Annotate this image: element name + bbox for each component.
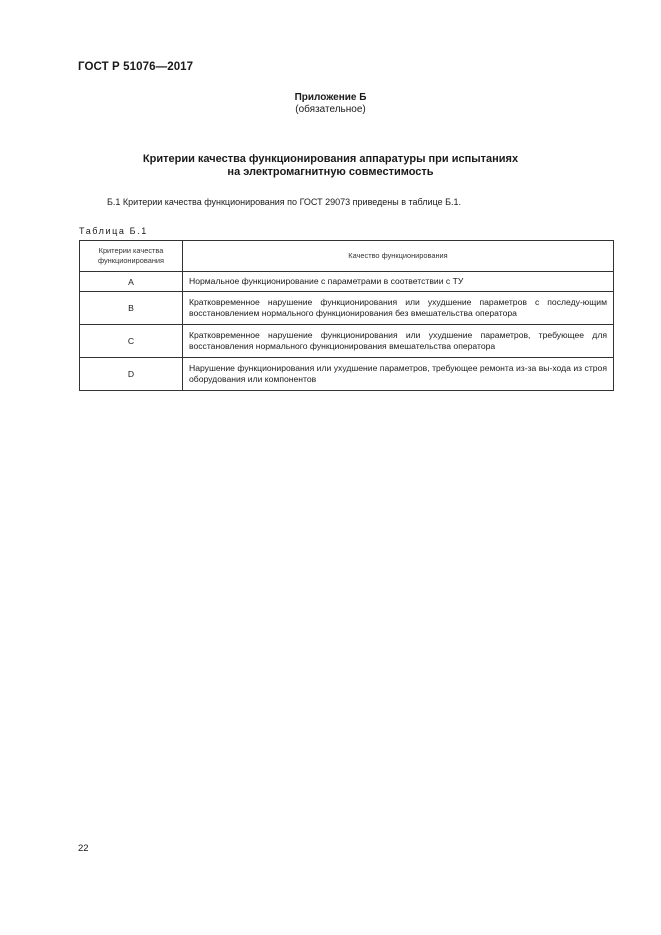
criteria-level: D bbox=[80, 358, 183, 391]
criteria-table bbox=[79, 240, 614, 391]
appendix-heading bbox=[0, 153, 661, 179]
table-row bbox=[80, 292, 614, 325]
intro-paragraph: Б.1 Критерии качества функционирования по ГОСТ 29073 приведены в таблице Б.1. bbox=[107, 197, 462, 207]
criteria-description: Нормальное функционирование с параметрами в соответствии с ТУ bbox=[183, 272, 614, 292]
document-code: ГОСТ Р 51076—2017 bbox=[78, 61, 194, 73]
header-criteria-line2: функционирования bbox=[97, 256, 165, 265]
appendix-status: (обязательное) bbox=[295, 104, 366, 115]
appendix-header bbox=[0, 92, 661, 116]
criteria-level: C bbox=[80, 325, 183, 358]
table-row bbox=[80, 358, 614, 391]
table-row bbox=[80, 272, 614, 292]
criteria-description: Кратковременное нарушение функционирования или ухудшение параметров, требующее для восстановления нормального функционирования вмешательства оператора bbox=[183, 325, 614, 358]
table-caption: Таблица Б.1 bbox=[79, 226, 148, 236]
header-criteria bbox=[80, 241, 183, 272]
appendix-title: Приложение Б bbox=[294, 92, 367, 103]
table-row bbox=[80, 325, 614, 358]
table-header-row bbox=[80, 241, 614, 272]
criteria-description: Нарушение функционирования или ухудшение параметров, требующее ремонта из-за вы-хода из строя оборудования или компонентов bbox=[183, 358, 614, 391]
header-criteria-line1: Критерии качества bbox=[98, 246, 164, 255]
appendix-heading-line2: на электромагнитную совместимость bbox=[227, 166, 434, 178]
criteria-level: B bbox=[80, 292, 183, 325]
criteria-description: Кратковременное нарушение функционирования или ухудшение параметров с последу-ющим восстановлением нормального функционирования без вмешательства оператора bbox=[183, 292, 614, 325]
appendix-heading-line1: Критерии качества функционирования аппаратуры при испытаниях bbox=[142, 153, 519, 165]
criteria-level: A bbox=[80, 272, 183, 292]
header-quality: Качество функционирования bbox=[183, 241, 614, 272]
page-number: 22 bbox=[78, 843, 89, 854]
